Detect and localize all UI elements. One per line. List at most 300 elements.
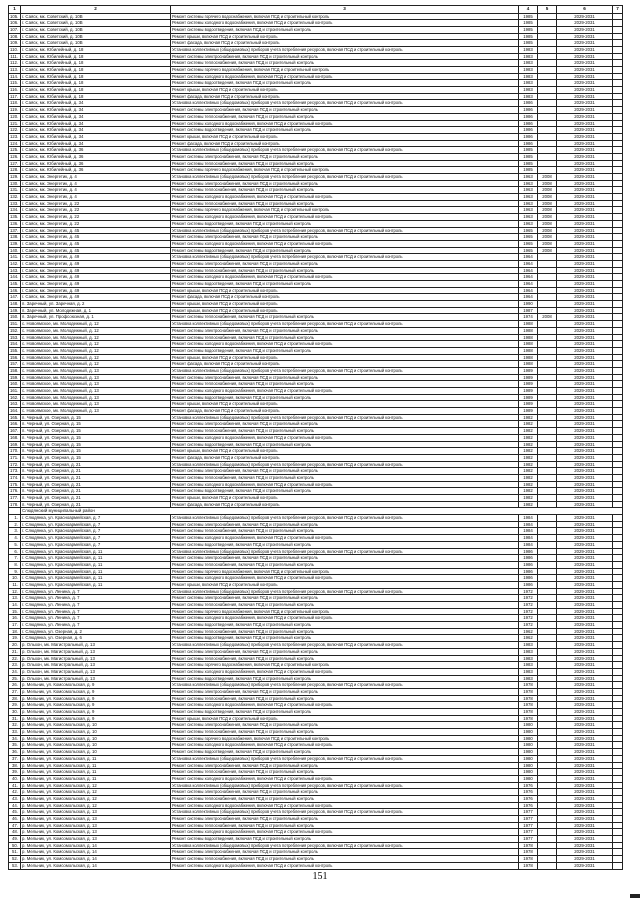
year-built-cell: 1983 (519, 80, 538, 87)
year-renovated-cell (538, 133, 557, 140)
year-built-cell: 1983 (519, 87, 538, 94)
row-number-cell: 121. (9, 120, 21, 127)
year-built-cell: 1986 (519, 120, 538, 127)
extra-cell (613, 842, 623, 849)
table-row (9, 120, 623, 127)
address-cell: г. Саяск, мк. Юбилейный, д. 18 (21, 80, 171, 87)
address-cell: р. Мельник, ул. Комсомольская, д. 13 (21, 816, 171, 823)
year-built-cell: 1964 (519, 260, 538, 267)
row-number-cell: 110. (9, 46, 21, 53)
year-renovated-cell (538, 160, 557, 167)
extra-cell (613, 789, 623, 796)
table-row (9, 160, 623, 167)
work-type-cell: Ремонт системы теплоснабжения, включая ПСД и строительный контроль (171, 113, 519, 120)
row-number-cell: 137. (9, 227, 21, 234)
planned-period-cell: 2029-2031 (557, 515, 613, 522)
planned-period-cell: 2029-2031 (557, 421, 613, 428)
planned-period-cell: 2029-2031 (557, 153, 613, 160)
year-renovated-cell (538, 755, 557, 762)
extra-cell (613, 668, 623, 675)
planned-period-cell: 2029-2031 (557, 682, 613, 689)
address-cell: р. Ольхон, мк. Магистральный, д. 13 (21, 662, 171, 669)
work-type-cell: Ремонт системы теплоснабжения, включая ПСД и строительный контроль (171, 474, 519, 481)
work-type-cell: Ремонт системы горячего водоснабжения, включая ПСД и строительный контроль (171, 662, 519, 669)
year-built-cell: 1980 (519, 749, 538, 756)
year-built-cell: 1978 (519, 856, 538, 863)
extra-cell (613, 434, 623, 441)
work-type-cell: Ремонт системы водоотведения, включая ПСД и строительный контроль (171, 347, 519, 354)
address-cell: с. Новоямское, мк. Молодежный, д. 12 (21, 341, 171, 348)
year-built-cell: 1988 (519, 341, 538, 348)
table-row (9, 234, 623, 241)
year-built-cell: 1962 (519, 635, 538, 642)
year-renovated-cell: 2008 (538, 187, 557, 194)
table-row (9, 602, 623, 609)
year-built-cell: 1985 (519, 33, 538, 40)
year-built-cell: 1978 (519, 842, 538, 849)
year-built-cell: 1972 (519, 595, 538, 602)
year-built-cell: 1985 (519, 160, 538, 167)
extra-cell (613, 816, 623, 823)
extra-cell (613, 715, 623, 722)
extra-cell (613, 67, 623, 74)
extra-cell (613, 662, 623, 669)
row-number-cell: 163. (9, 401, 21, 408)
address-cell: п. Черный, ул. Озерная, д. 15 (21, 441, 171, 448)
extra-cell (613, 702, 623, 709)
extra-cell (613, 73, 623, 80)
work-type-cell: Ремонт фасада, включая ПСД и строительный контроль (171, 501, 519, 508)
address-cell: с. Новоямское, мк. Молодежный, д. 12 (21, 347, 171, 354)
row-number-cell: 161. (9, 388, 21, 395)
extra-cell (613, 281, 623, 288)
year-built-cell: 1964 (519, 287, 538, 294)
row-number-cell: 28. (9, 695, 21, 702)
row-number-cell: 136. (9, 220, 21, 227)
column-header-7: 7 (613, 6, 623, 14)
address-cell: р. Мельник, ул. Комсомольская, д. 9 (21, 695, 171, 702)
row-number-cell: 178. (9, 501, 21, 508)
year-built-cell: 1962 (519, 628, 538, 635)
row-number-cell: 127. (9, 160, 21, 167)
year-renovated-cell (538, 662, 557, 669)
address-cell: р. Ольхон, мк. Магистральный, д. 13 (21, 668, 171, 675)
extra-cell (613, 240, 623, 247)
row-number-cell: 49. (9, 836, 21, 843)
year-renovated-cell (538, 468, 557, 475)
address-cell: с. Новоямское, мк. Молодежный, д. 12 (21, 327, 171, 334)
address-cell: р. Мельник, ул. Комсомольская, д. 11 (21, 762, 171, 769)
address-cell: р. Мельник, ул. Комсомольская, д. 12 (21, 795, 171, 802)
row-number-cell: 129. (9, 174, 21, 181)
column-header-3: 3 (171, 6, 519, 14)
planned-period-cell: 2029-2031 (557, 414, 613, 421)
year-built-cell: 1987 (519, 307, 538, 314)
year-built-cell: 1977 (519, 809, 538, 816)
work-type-cell: Ремонт крыши, включая ПСД и строительный контроль (171, 287, 519, 294)
table-row (9, 615, 623, 622)
address-cell: г. Саяск, мк. Энергетик, д. 4 (21, 194, 171, 201)
year-renovated-cell (538, 735, 557, 742)
planned-period-cell: 2029-2031 (557, 581, 613, 588)
planned-period-cell: 2029-2031 (557, 528, 613, 535)
table-row (9, 80, 623, 87)
year-built-cell: 1983 (519, 73, 538, 80)
year-renovated-cell (538, 568, 557, 575)
year-built-cell: 1986 (519, 113, 538, 120)
extra-cell (613, 682, 623, 689)
row-number-cell: 122. (9, 127, 21, 134)
year-renovated-cell (538, 635, 557, 642)
year-renovated-cell (538, 588, 557, 595)
row-number-cell: 33. (9, 729, 21, 736)
row-number-cell: 21. (9, 648, 21, 655)
table-row (9, 822, 623, 829)
year-renovated-cell (538, 521, 557, 528)
address-cell: р. Мельник, ул. Комсомольская, д. 11 (21, 755, 171, 762)
row-number-cell: 22. (9, 655, 21, 662)
column-header-6: 6 (557, 6, 613, 14)
row-number-cell: 148. (9, 301, 21, 308)
year-renovated-cell: 2008 (538, 227, 557, 234)
year-renovated-cell (538, 321, 557, 328)
planned-period-cell: 2029-2031 (557, 73, 613, 80)
address-cell: г. Саяск, мк. Энергетик, д. 49 (21, 260, 171, 267)
extra-cell (613, 795, 623, 802)
address-cell: г. Слюдянка, ул. Ленина, д. 7 (21, 615, 171, 622)
address-cell: г. Слюдянка, ул. Красноармейская, д. 11 (21, 555, 171, 562)
planned-period-cell: 2029-2031 (557, 294, 613, 301)
year-renovated-cell (538, 421, 557, 428)
section-title: Слюдянский муниципальный район (21, 508, 623, 515)
planned-period-cell: 2029-2031 (557, 769, 613, 776)
address-cell: р. Мельник, ул. Комсомольская, д. 14 (21, 842, 171, 849)
address-cell: п. Черный, ул. Озерная, д. 21 (21, 488, 171, 495)
year-built-cell: 1982 (519, 495, 538, 502)
extra-cell (613, 742, 623, 749)
year-renovated-cell (538, 668, 557, 675)
address-cell: г. Саяск, мк. Энергетик, д. 45 (21, 227, 171, 234)
year-built-cell: 1980 (519, 729, 538, 736)
table-row (9, 214, 623, 221)
extra-cell (613, 849, 623, 856)
address-cell: р. Мельник, ул. Комсомольская, д. 11 (21, 769, 171, 776)
address-cell: р. Мельник, ул. Комсомольская, д. 11 (21, 775, 171, 782)
column-header-2: 2 (21, 6, 171, 14)
row-number-cell: 150. (9, 314, 21, 321)
address-cell: р. Мельник, ул. Комсомольская, д. 10 (21, 749, 171, 756)
work-type-cell: Ремонт системы теплоснабжения, включая ПСД и строительный контроль (171, 314, 519, 321)
address-cell: с. Новоямское, мк. Молодежный, д. 12 (21, 321, 171, 328)
work-type-cell: Ремонт системы горячего водоснабжения, включая ПСД и строительный контроль (171, 13, 519, 20)
work-type-cell: Ремонт крыши, включая ПСД и строительный контроль (171, 301, 519, 308)
address-cell: г. Саяск, мк. Юбилейный, д. 18 (21, 87, 171, 94)
year-renovated-cell (538, 448, 557, 455)
table-row (9, 702, 623, 709)
table-row (9, 715, 623, 722)
extra-cell (613, 588, 623, 595)
year-built-cell: 1977 (519, 822, 538, 829)
extra-cell (613, 608, 623, 615)
table-row (9, 140, 623, 147)
extra-cell (613, 615, 623, 622)
row-number-cell: 7. (9, 555, 21, 562)
document-sheet (8, 5, 622, 870)
table-row (9, 254, 623, 261)
table-header (9, 6, 623, 14)
planned-period-cell: 2029-2031 (557, 20, 613, 27)
extra-cell (613, 327, 623, 334)
table-row (9, 274, 623, 281)
planned-period-cell: 2029-2031 (557, 234, 613, 241)
year-renovated-cell (538, 274, 557, 281)
address-cell: с. Новоямское, мк. Молодежный, д. 13 (21, 408, 171, 415)
row-number-cell: 149. (9, 307, 21, 314)
table-row (9, 655, 623, 662)
work-type-cell: Ремонт крыши, включая ПСД и строительный контроль (171, 133, 519, 140)
year-built-cell: 1989 (519, 381, 538, 388)
work-type-cell: Установка коллективных (общедомовых) приборов учета потребления ресурсов, включая ПСД и строительный контроль (171, 414, 519, 421)
planned-period-cell: 2029-2031 (557, 501, 613, 508)
extra-cell (613, 100, 623, 107)
year-renovated-cell: 2008 (538, 240, 557, 247)
row-number-cell: 156. (9, 354, 21, 361)
column-header-4: 4 (519, 6, 538, 14)
table-row (9, 388, 623, 395)
work-type-cell: Ремонт системы теплоснабжения, включая ПСД и строительный контроль (171, 200, 519, 207)
year-built-cell: 1982 (519, 414, 538, 421)
year-renovated-cell (538, 842, 557, 849)
planned-period-cell: 2029-2031 (557, 648, 613, 655)
row-number-cell: 23. (9, 662, 21, 669)
table-row (9, 595, 623, 602)
year-renovated-cell (538, 334, 557, 341)
address-cell: г. Саяск, мк. Энергетик, д. 49 (21, 267, 171, 274)
year-renovated-cell (538, 541, 557, 548)
work-type-cell: Ремонт системы водоотведения, включая ПСД и строительный контроль (171, 281, 519, 288)
extra-cell (613, 856, 623, 863)
row-number-cell: 11. (9, 581, 21, 588)
extra-cell (613, 347, 623, 354)
year-built-cell: 1978 (519, 862, 538, 869)
year-renovated-cell (538, 461, 557, 468)
row-number-cell: 24. (9, 668, 21, 675)
row-number-cell: 40. (9, 775, 21, 782)
table-row (9, 729, 623, 736)
extra-cell (613, 294, 623, 301)
extra-cell (613, 227, 623, 234)
work-type-cell: Ремонт системы электроснабжения, включая ПСД и строительный контроль (171, 722, 519, 729)
planned-period-cell: 2029-2031 (557, 100, 613, 107)
year-built-cell: 1989 (519, 367, 538, 374)
address-cell: г. Саяск, мк. Энергетик, д. 49 (21, 254, 171, 261)
extra-cell (613, 140, 623, 147)
row-number-cell: 30. (9, 709, 21, 716)
year-built-cell: 1982 (519, 441, 538, 448)
year-renovated-cell (538, 675, 557, 682)
planned-period-cell: 2029-2031 (557, 40, 613, 47)
row-number-cell: 124. (9, 140, 21, 147)
year-renovated-cell (538, 46, 557, 53)
planned-period-cell: 2029-2031 (557, 87, 613, 94)
extra-cell (613, 401, 623, 408)
year-built-cell: 1985 (519, 13, 538, 20)
row-number-cell: 47. (9, 822, 21, 829)
table-row (9, 668, 623, 675)
row-number-cell: 118. (9, 100, 21, 107)
work-type-cell: Ремонт системы водоотведения, включая ПСД и строительный контроль (171, 836, 519, 843)
planned-period-cell: 2029-2031 (557, 13, 613, 20)
work-type-cell: Ремонт крыши, включая ПСД и строительный контроль (171, 581, 519, 588)
address-cell: г. Саяск, мк. Энергетик, д. 49 (21, 287, 171, 294)
extra-cell (613, 394, 623, 401)
extra-cell (613, 20, 623, 27)
table-row (9, 842, 623, 849)
year-built-cell: 1972 (519, 608, 538, 615)
extra-cell (613, 307, 623, 314)
table-row (9, 434, 623, 441)
row-number-cell: 112. (9, 60, 21, 67)
row-number-cell: 132. (9, 194, 21, 201)
planned-period-cell: 2029-2031 (557, 702, 613, 709)
address-cell: р. Мельник, ул. Комсомольская, д. 13 (21, 822, 171, 829)
row-number-cell: 176. (9, 488, 21, 495)
address-cell: г. Саяск, мк. Юбилейный, д. 34 (21, 140, 171, 147)
row-number-cell: 105. (9, 13, 21, 20)
work-type-cell: Ремонт системы теплоснабжения, включая ПСД и строительный контроль (171, 602, 519, 609)
planned-period-cell: 2029-2031 (557, 468, 613, 475)
work-type-cell: Ремонт системы водоотведения, включая ПСД и строительный контроль (171, 394, 519, 401)
table-row (9, 26, 623, 33)
address-cell: с. Новоямское, мк. Молодежный, д. 13 (21, 367, 171, 374)
planned-period-cell: 2029-2031 (557, 608, 613, 615)
row-number-cell: 174. (9, 474, 21, 481)
year-built-cell: 1985 (519, 147, 538, 154)
year-renovated-cell (538, 648, 557, 655)
row-number-cell: 3. (9, 528, 21, 535)
planned-period-cell: 2029-2031 (557, 428, 613, 435)
row-number-cell: 145. (9, 281, 21, 288)
extra-cell (613, 33, 623, 40)
column-header-5: 5 (538, 6, 557, 14)
table-row (9, 327, 623, 334)
work-type-cell: Ремонт системы электроснабжения, включая ПСД и строительный контроль (171, 816, 519, 823)
year-built-cell: 1984 (519, 535, 538, 542)
table-row (9, 782, 623, 789)
address-cell: г. Саяск, мк. Юбилейный, д. 34 (21, 120, 171, 127)
extra-cell (613, 628, 623, 635)
work-type-cell: Ремонт системы водоотведения, включая ПСД и строительный контроль (171, 675, 519, 682)
row-number-cell: 13. (9, 595, 21, 602)
work-type-cell: Установка коллективных (общедомовых) приборов учета потребления ресурсов, включая ПСД и строительный контроль (171, 227, 519, 234)
year-renovated-cell (538, 167, 557, 174)
year-renovated-cell (538, 548, 557, 555)
year-built-cell: 1963 (519, 220, 538, 227)
planned-period-cell: 2029-2031 (557, 160, 613, 167)
year-renovated-cell (538, 254, 557, 261)
planned-period-cell: 2029-2031 (557, 481, 613, 488)
table-row (9, 414, 623, 421)
planned-period-cell: 2029-2031 (557, 749, 613, 756)
address-cell: г. Саяск, мк. Энергетик, д. 22 (21, 214, 171, 221)
row-number-cell: 165. (9, 414, 21, 421)
extra-cell (613, 247, 623, 254)
planned-period-cell: 2029-2031 (557, 688, 613, 695)
extra-cell (613, 602, 623, 609)
extra-cell (613, 555, 623, 562)
table-row (9, 755, 623, 762)
planned-period-cell: 2029-2031 (557, 341, 613, 348)
table-row (9, 294, 623, 301)
table-row (9, 561, 623, 568)
year-renovated-cell (538, 802, 557, 809)
row-number-cell: 172. (9, 461, 21, 468)
address-cell: г. Саяск, мк. Юбилейный, д. 36 (21, 153, 171, 160)
work-type-cell: Ремонт системы водоотведения, включая ПСД и строительный контроль (171, 247, 519, 254)
year-built-cell: 1986 (519, 133, 538, 140)
work-type-cell: Ремонт фасада, включая ПСД и строительный контроль (171, 408, 519, 415)
address-cell: г. Слюдянка, ул. Красноармейская, д. 11 (21, 575, 171, 582)
row-number-cell: 109. (9, 40, 21, 47)
row-number-cell: 14. (9, 602, 21, 609)
planned-period-cell: 2029-2031 (557, 822, 613, 829)
extra-cell (613, 160, 623, 167)
work-type-cell: Ремонт системы холодного водоснабжения, включая ПСД и строительный контроль (171, 120, 519, 127)
year-built-cell: 1986 (519, 568, 538, 575)
year-renovated-cell (538, 829, 557, 836)
year-renovated-cell: 2008 (538, 214, 557, 221)
row-number-cell: 46. (9, 816, 21, 823)
address-cell: г. Саяск, мк. Юбилейный, д. 34 (21, 113, 171, 120)
row-number-cell: 169. (9, 441, 21, 448)
work-type-cell: Установка коллективных (общедомовых) приборов учета потребления ресурсов, включая ПСД и строительный контроль (171, 100, 519, 107)
year-renovated-cell (538, 535, 557, 542)
year-renovated-cell (538, 401, 557, 408)
table-row (9, 581, 623, 588)
address-cell: п. Черный, ул. Озерная, д. 15 (21, 428, 171, 435)
work-type-cell: Установка коллективных (общедомовых) приборов учета потребления ресурсов, включая ПСД и строительный контроль (171, 254, 519, 261)
address-cell: г. Слюдянка, ул. Красноармейская, д. 11 (21, 568, 171, 575)
planned-period-cell: 2029-2031 (557, 140, 613, 147)
work-type-cell: Ремонт крыши, включая ПСД и строительный контроль (171, 307, 519, 314)
planned-period-cell: 2029-2031 (557, 281, 613, 288)
work-type-cell: Ремонт системы холодного водоснабжения, включая ПСД и строительный контроль (171, 214, 519, 221)
table-row (9, 454, 623, 461)
year-built-cell: 1963 (519, 174, 538, 181)
address-cell: г. Саяск, мк. Советский, д. 10В (21, 33, 171, 40)
address-cell: г. Саяск, мк. Советский, д. 10В (21, 26, 171, 33)
address-cell: г. Слюдянка, ул. Красноармейская, д. 7 (21, 541, 171, 548)
table-row (9, 200, 623, 207)
year-built-cell: 1978 (519, 702, 538, 709)
row-number-cell: 152. (9, 327, 21, 334)
row-number-cell: 164. (9, 408, 21, 415)
extra-cell (613, 374, 623, 381)
year-renovated-cell (538, 481, 557, 488)
work-type-cell: Установка коллективных (общедомовых) приборов учета потребления ресурсов, включая ПСД и строительный контроль (171, 842, 519, 849)
year-renovated-cell (538, 555, 557, 562)
planned-period-cell: 2029-2031 (557, 133, 613, 140)
year-built-cell: 1983 (519, 668, 538, 675)
year-renovated-cell (538, 615, 557, 622)
address-cell: г. Слюдянка, ул. Красноармейская, д. 11 (21, 581, 171, 588)
planned-period-cell: 2029-2031 (557, 842, 613, 849)
planned-period-cell: 2029-2031 (557, 374, 613, 381)
extra-cell (613, 127, 623, 134)
work-type-cell: Ремонт системы теплоснабжения, включая ПСД и строительный контроль (171, 795, 519, 802)
table-row (9, 608, 623, 615)
year-renovated-cell (538, 702, 557, 709)
